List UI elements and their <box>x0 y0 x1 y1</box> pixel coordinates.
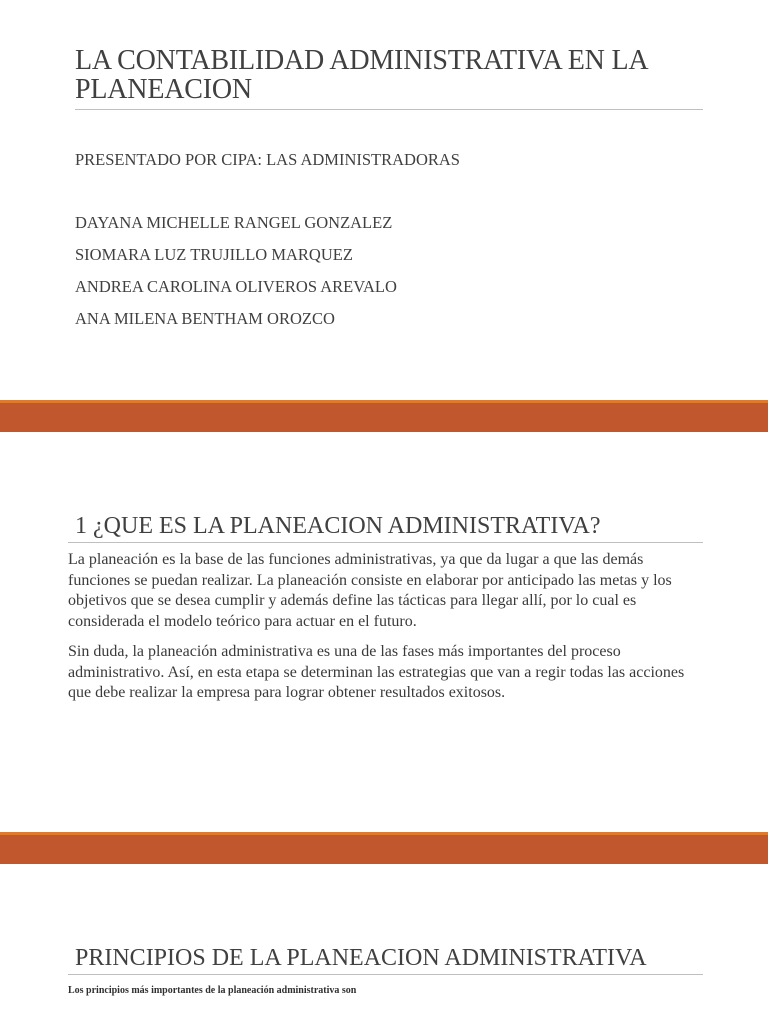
slide-principios <box>0 864 768 1024</box>
heading-divider <box>68 974 703 975</box>
body-paragraph: La planeación es la base de las funciones administrativas, ya que da lugar a que las demás funciones se puedan realizar. La planeación consiste en elaborar por anticipado las metas y los objetivos que se desea cumplir y además define las tácticas para llegar allí, por lo cual es considerada el modelo teórico para actuar en el futuro. <box>68 551 672 630</box>
author-name: DAYANA MICHELLE RANGEL GONZALEZ <box>75 213 393 232</box>
slide-body <box>68 550 703 714</box>
author-list <box>75 212 397 340</box>
heading-divider <box>68 542 703 543</box>
author-name: ANA MILENA BENTHAM OROZCO <box>75 309 335 328</box>
slide-separator <box>0 832 768 864</box>
author-name: ANDREA CAROLINA OLIVEROS AREVALO <box>75 277 397 296</box>
slide-separator <box>0 400 768 432</box>
slide-planeacion <box>0 432 768 832</box>
presenter-line: PRESENTADO POR CIPA: LAS ADMINISTRADORAS <box>75 150 460 169</box>
slide-heading: PRINCIPIOS DE LA PLANEACION ADMINISTRATIVA <box>75 945 647 971</box>
slide-heading: 1 ¿QUE ES LA PLANEACION ADMINISTRATIVA? <box>75 513 601 539</box>
slide-title-heading: LA CONTABILIDAD ADMINISTRATIVA EN LA PLANEACION <box>75 45 647 105</box>
author-name: SIOMARA LUZ TRUJILLO MARQUEZ <box>75 245 353 264</box>
slide-title <box>0 0 768 400</box>
slide-subtitle: Los principios más importantes de la planeación administrativa son <box>68 985 357 996</box>
body-paragraph: Sin duda, la planeación administrativa es una de las fases más importantes del proceso administrativo. Así, en esta etapa se determinan las estrategias que van a regir todas las acciones que debe realizar la empresa para lograr obtener resultados exitosos. <box>68 643 685 701</box>
title-divider <box>75 109 703 110</box>
